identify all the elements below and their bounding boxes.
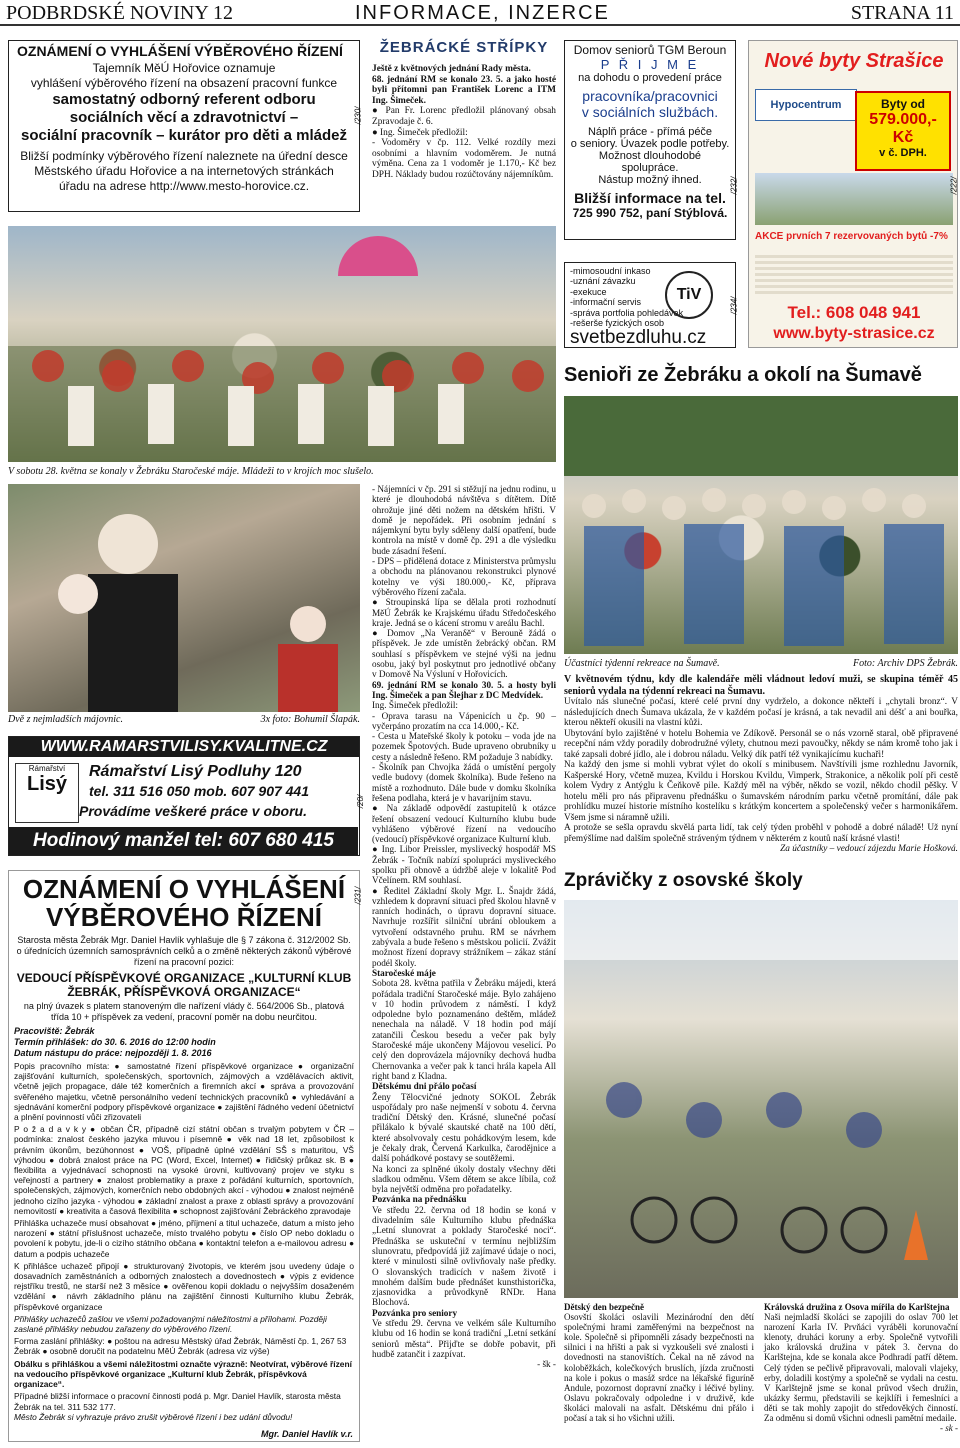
zebrak-job-ad: OZNÁMENÍ O VYHLÁŠENÍ VÝBĚROVÉHO ŘÍZENÍ Starosta města Žebrák Mgr. Daniel Havlík vyhlašuje dle § 7 zákona č. 312/2002 Sb. o úřednících územních samosprávních celků a o změně některých zákonů výběrové řízení na pracovní pozici: VEDOUCÍ PŘÍSPĚVKOVÉ ORGANIZACE „KULTURNÍ KLUB ŽEBRÁK, PŘÍSPĚVKOVÁ ORGANIZACE“ na plný úvazek s platem stanoveným dle nařízení vlády č. 564/2006 Sb., platová třída 10 + příspěvek za vedení, pracovní poměr na dobu neurčitou. Pracoviště: Žebrák Termín přihlášek: do 30. 6. 2016 do 12:00 hodin Datum nástupu do práce: nejpozději 1. 8. 2016 Popis pracovního místa: ● samostatné řízení příspěvkové organizace ● organizační zajišťování kulturních, společenských, sportovních, zájmových a vzdělávacích aktivit, včetně jejich propagace, dále též komerčních a firemních akcí ● správa a provozování svěřeného majetku, včetně personálního vedení technických pracovníků ● vyhledávání a sjednávání komerční podpory příspěvkové organizace ● zajištění řádného vedení účetnictví a plnění povinností vůči zřizovateli P o ž a d a v k y ● občan ČR, případně cizí státní občan s trvalým pobytem v ČR – podmínka: znalost českého jazyka mluvou i písemně ● věk nad 18 let, způsobilost k právním úkonům, bezúhonnost ● VOŠ, případně úplné vzdělání SŠ s maturitou, VŠ výhodou ● dobrá znalost práce na PC (Word, Excel, Internet) ● řidičský průkaz sk. B ● flexibilita a vyjednávací schopnosti na vysoké úrovni, kultivovaný projev ve styku s veřejností a partnery ● znalost problematiky a praxe z pořádání kulturních, sportovních, společenských, zájmových, komerčních nebo obdobných akcí - výhodou ● znalost nejméně jednoho cizího jazyka - výhodou ● základní znalost a praxe z oblasti správy a provozování nemovitostí ● kreativita a časová flexibilita ● schopnost zajišťování Žebráckého zpravodaje Přihláška uchazeče musí obsahovat ● jméno, příjmení a titul uchazeče, datum a místo jeho narození ● státní příslušnost uchazeče, místo trvalého pobytu ● číslo OP nebo dokladu o povolení k pobytu, jde-li o cizího státního občana ● kontaktní telefon a e-mailovou adresu ● datum a podpis uchazeče K přihlášce uchazeč připojí ● strukturovaný životopis, ve kterém jsou uvedeny údaje o dosavadních zaměstnáních a odborných znalostech a dovednostech ● výpis z evidence rejstříku trestů, ne starší než 3 měsíce ● ověřenou kopii dokladu o nejvyšším dosaženém vzdělání ● návrh základního plánu na zajištění činnosti Kulturního klubu Žebrák, příspěvkové organizace Přihlášky uchazečů zašlou ve všemi požadovanými náležitostmi a přílohami. Později zaslané přihlášky nebudou zařazeny do výběrového řízení. Forma zaslání přihlášky: ● poštou na adresu Městský úřad Žebrák, Náměstí čp. 1, 267 53 Žebrák ● osobně doručit na podatelnu MěÚ Žebrák (adresa viz výše) Obálku s přihláškou a všemi náležitostmi označte výrazně: Neotvírat, výběrové řízení na vedoucího příspěvkové organizace „Kulturní klub Žebrák, příspěvková organizace“. Případné bližší informace o pracovní činnosti podá p. Mgr. Daniel Havlík, starosta města Žebrák na tel. 311 532 177. Město Žebrák si vyhrazuje právo zrušit výběrové řízení i bez udání důvodu! Mgr. Daniel Havlík v.r. /231/	[8, 870, 360, 1442]
osov-figures	[564, 900, 958, 1298]
majovnice-figures	[8, 484, 360, 712]
seniors-group-photo	[564, 396, 958, 654]
group-silhouettes	[8, 226, 556, 462]
photo-credit: 3x foto: Bohumil Šlapák.	[260, 714, 360, 725]
seniors-photo-credit: Foto: Archiv DPS Žebrák.	[853, 658, 958, 669]
maje-caption: V sobotu 28. května se konaly v Žebráku Staročeské máje. Mládeži to v krojích moc slušelo.	[8, 466, 374, 477]
strasice-phone: Tel.: 608 048 941	[787, 303, 921, 322]
seniors-silhouettes	[564, 396, 958, 654]
house-photo	[755, 173, 953, 225]
tgm-beroun-ad: Domov seniorů TGM Beroun P Ř I J M E na dohodu o provedení práce pracovníka/pracovnici v sociálních službách. Náplň práce - přímá péče o seniory. Úvazek podle potřeby. Možnost dlouhodobé spolupráce. Nástup možný ihned. Bližší informace na tel. 725 990 752, paní Stýblová. /232/	[564, 40, 736, 240]
strepy-column	[372, 40, 556, 218]
tiv-services: -mimosoudní inkaso -uznání závazku -exekuce -informační servis -správa portfolia pohledávek -rešerše fyzických osob	[570, 266, 684, 329]
page-number: STRANA 11	[850, 2, 954, 24]
strasice-flats-ad: Nové byty Strašice Hypocentrum Byty od 579.000,- Kč v č. DPH. AKCE prvních 7 rezervovaných bytů -7% Tel.: 608 048 941 www.byty-strasice.cz /222/	[748, 40, 958, 348]
akce-text: AKCE prvních 7 rezervovaných bytů -7%	[755, 231, 948, 242]
osov-bikes-photo	[564, 900, 958, 1298]
newspaper-name: PODBRDSKÉ NOVINY 12	[6, 2, 234, 24]
heading-prednaska: Pozvánka na přednášku	[372, 1194, 467, 1205]
ad-code: /230/	[353, 106, 363, 125]
horovice-ad-title: OZNÁMENÍ O VYHLÁŠENÍ VÝBĚROVÉHO ŘÍZENÍ	[17, 43, 343, 59]
seniors-caption: Účastníci týdenní rekreace na Šumavě.	[564, 658, 720, 669]
horovice-ad-body: Tajemník MěÚ Hořovice oznamuje vyhlášení výběrového řízení na obsazení pracovní funkce samostatný odborný referent odboru sociálních věcí a zdravotnictví – sociální pracovník – kurátor pro děti a mládež Bližší podmínky výběrového řízení naleznete na úřední desce Městského úřadu Hořovice a na internetových stránkách úřadu na adrese http://www.mesto-horovice.cz.	[20, 61, 348, 193]
seniors-title: Senioři ze Žebráku a okolí na Šumavě	[564, 364, 922, 386]
zebrak-position: VEDOUCÍ PŘÍSPĚVKOVÉ ORGANIZACE „KULTURNÍ KLUB ŽEBRÁK, PŘÍSPĚVKOVÁ ORGANIZACE“	[16, 971, 352, 999]
staroceske-maje-photo	[8, 226, 556, 462]
hodinovy-manzel: Hodinový manžel tel: 607 680 415	[9, 827, 358, 855]
strasice-web: www.byty-strasice.cz	[773, 325, 935, 342]
page-header	[0, 0, 960, 26]
heading-maje: Staročeské máje	[372, 967, 436, 978]
ramarstvi-lisy-ad: WWW.RAMARSTVILISY.KVALITNE.CZ Rámařství Lisý Rámařství Lisý Podluhy 120 tel. 311 516 050 mob. 607 907 441 Provádíme veškeré práce v oboru. Hodinový manžel tel: 607 680 415 /20/	[8, 736, 360, 856]
price-badge: Byty od 579.000,- Kč v č. DPH.	[855, 91, 951, 171]
zebrak-ad-title: OZNÁMENÍ O VYHLÁŠENÍ VÝBĚROVÉHO ŘÍZENÍ	[22, 874, 346, 932]
majovnice-caption: Dvě z nejmladších májovnic.	[8, 714, 123, 725]
heading-seniori: Pozvánka pro seniory	[372, 1307, 458, 1318]
hypocentrum-logo: Hypocentrum	[755, 89, 857, 121]
rada-mesta-article: - Nájemníci v čp. 291 si stěžují na jednu rodinu, u které je dlouhodobá návštěva s dítětem. Dítě ohrožuje jiné děti nožem na dětském hřišti. V domě je nepořádek. Při osobním jednání s nájemkyní bytu byly sděleny další opatření, bude kontrola na místě v domě čp. 291 a dle výsledku bude zásadní řešení. - DPS – přidělená dotace z Ministerstva průmyslu a obchodu na plánovanou rekonstrukci plynové kotelny ve výši 180.000,- Kč, přípravа výběrového řízení začala. ● Stroupinská lípa se dělala proti rozhodnutí MěÚ Žebrák ke Krajskému úřadu Středočeského kraje. Jedná se o kácení stromu v areálu Bachl. ● Domov „Na Veranδě“ v Berouně žádá o příspěvek. Je zde umístěn žebrácký občan. RM souhlasí s příspěvkem ve stejné výši na jednu osobu, jaký byl poskytnut pro jednotlivé občany v Domově Na Výsluní v Hořovicích. 69. jednání RM se konalo 30. 5. a hosty byli Ing. Šimeček a pan Šlejhar z DC Medvídek. Ing. Šimeček předložil: - Oprava tarasu na Vápenicích u čp. 90 – vyčerpáno prozatím na cca 14.000,- Kč. - Cesta u Mateřské školy k potoku – voda jde na pozemek Špotových. Bude upraveno obrubníky u cesty a následně řešeno. RM požaduje 3 nabídky. - Školník pan Chvojka žádá o umístění pergoly vedle budovy (domek školníka). Bude řešeno na místě a rozhodnuto. Dále bude v domku školníka řešena podlaha, která je v havarijním stavu. ● Na základě odpovědí zastupitelů k otázce řešení obsazení vedoucí Kulturního klubu bude vyhlášeno výběrové řízení na vedoucího (vedoucí) příspěvkové organizace Kulturní klub. ● Ing. Libor Preissler, myslivecký hospodář MS Žebrák - Točník nabízí spolupráci mysliveckého spolku při obnově a údržbě aleje v lokalitě Pod Včelínem. RM souhlasí. ● Ředitel Základní školy Mgr. L. Šnajdr žádá, vzhledem k dopravní situaci před školou hlavně v ranních hodinách, o úpravu dopravní situace. Navrhuje rozšířit silniční ubrání obloukem a vytvoření odstavného pruhu. RM se návrhem zabývala a bude řešeno s městskou policií. Zvážit možnost řízení dopravy strážníkem – zákaz stání podél školy. Staročeské máje Sobota 28. května patřila v Žebráku májedi, která pořádala tradiční Staročeské máje. Bylo zahájeno v 10 hodin průvodem z náměstí. I když odpoledne bylo poznamenáno deštěm, mládež nenechala na náladě. V 18 hodin pod májí zatančili Českou besedu a večer pak byly Staročeské máje ukončeny Májovou veselicí. Po celý den doprovázela májovníky dechová hudba Chernovanka a večer pak k tanci hrála kapela All right band z Kladna. Dětskému dni přálo počasí Ženy Tělocvičné jednoty SOKOL Žebrák uspořádaly pro naše nejmenší v sobotu 4. června tradiční Dětský den. Krásné, slunečné počasí přilákalo k bývalé skautské chatě na 100 dětí, které absolvovaly cestu pohádkovým lesem, kde je čekaly drak, Červená Karkulka, čarodějnice a další pohádkové postavy se soutěžemi. Na konci za splněné úkoly dostaly všechny děti sladkou odměnu. Všem dětem se akce líbila, což byla největší odměna pro pořadatelky. Pozvánka na přednášku Ve středu 22. června od 18 hodin se koná v divadelním sále Kulturního klubu přednáška „Letní slunovrat a poklady Staročeské noci“. Přednáška se uskuteční v termínu nejbližším slunovratu, předpovídá již zajímavé údaje o noci, které v minulosti silně ovlivňovaly naše předky. O slovanských tradicích v našem životě i mnohém dalším bude přednášet kunsthistorička, zjasnovidka a průvodkyně RNDr. Hana Blochová. Pozvánka pro seniory Ve středu 29. června ve velkém sále Kulturního klubu od 16 hodin se koná tradiční „Letní setkání seniorů města“. Přijďte se dobře pobavit, při hudbě zatančit i zazpívat. - šk -	[372, 484, 556, 1444]
seniors-article: V květnovém týdnu, kdy dle kalendáře měli vládnout ledoví muži, se skupina téměř 45 seniorů vydala na týdenní rekreaci na Šumavu. Uvítalo nás slunečné počasí, které celé první dny vydrželo, a dokonce někteří i „chytali bronz“. V následujících dnech Šumava ukázala, že v každém počasí je krásná, a tak nevadil ani déšť a ani bouřka, kterou někteří okusili na vlastní kůži. Ubytování bylo zajištěné v hotelu Bohemia ve Zdíkově. Personál se o nás vzorně staral, obě připravené recepční nám vždy poradily dobrodružné výlety, chutnou mezi pavoučky, někdy se nám kromě toho jak i také zapsali dobré jídlo, ale i dobrou náladu. Velký dík patří též vynikajícímu kuchaři! Na každý den jsme si mohli vybrat výlet do okolí s minibusem. Navštívili jsme rozhlednu Javorník, Kašperské Hory, včetně muzea, Kvildu i Horskou Kvildu, Vimperk, Strakonice, a několik polí při cestě kolem Vydry z Antýglu k Čeňkově pile. Každý měl na výběr, někdo se vozil, někdo chodil pěšky. V hotelu měli pro nás připravenu přednášku o šumavském národním parku včetně promítání, dále pak prohlídku muzeí historie místního kostelíku s krátkým koncertem a společenský večer s harmonikářem. Všem jsme si náramně užili. A protože se sešla opravdu skvělá parta lidí, tak celý týden proběhl v pohodě a dobré náladě! Už nyní přemýšlíme nad dalším společně stráveným týdnem v některém z koutů naší krásné vlasti! Za účastníky – vedoucí zájezdu Marie Hošková.	[564, 674, 958, 854]
section-title: INFORMACE, INZERCE	[355, 2, 610, 24]
majovnice-photo	[8, 484, 360, 712]
heading-detsky-den: Dětskému dni přálo počasí	[372, 1081, 477, 1092]
flat-details	[755, 255, 953, 295]
tiv-debt-ad: -mimosoudní inkaso -uznání závazku -exekuce -informační servis -správa portfolia pohledávek -rešerše fyzických osob TiV svetbezdluhu.cz /234/	[564, 262, 736, 348]
strasice-title: Nové byty Strašice	[764, 50, 944, 72]
lisy-logo: Rámařství Lisý	[15, 763, 79, 823]
tiv-logo: TiV	[665, 271, 713, 319]
horovice-job-ad	[8, 40, 363, 212]
strepy-body: Ještě z květnových jednání Rady města. 68. jednání RM se konalo 23. 5. a jako hosté byli přítomni pan František Lorenc a ITM Ing. Šimeček. ● Pan Fr. Lorenc předložil plánovaný obsah Zpravodaje č. 6. ● Ing. Šimeček předložil: - Vodoměry v čp. 112. Velké rozdíly mezi osobními a hlavním vodoměrem. Je nutná výměna. Cena za 1 vodoměr je 1.170,- Kč bez DPH. Náklady budou rozúčtovány nájemníkům.	[372, 64, 556, 181]
osov-article-right: Královská družina z Osova mířila do Karlštejna Naši nejmladší školáci se zapojili do oslav 700 let narození Karla IV. Prvňáci vyráběli korunovační klenoty, druháci koruny a erby. Společně vytvořili jako královská družina v pátek 3. června do Karlštejna, kde se konala akce Podhradí patří dětem. Celý týden se pečlivě připravovali, malovali vlajeky, erby, doladili kostýmy a společně se vydali na cestu. V Karlštejně jsme se konal průvod všech družin, ukázky šermu, představili se kejklíři i řemeslníci a děti se tak mohly zapojit do středověkých činností. Za odměnu si domů všichni odnesli pamětní medaile. - sk -	[764, 1302, 958, 1434]
osov-article-left: Dětský den bezpečně Osovští školáci oslavili Mezinárodní den dětí společnými hrami zaměřenými na bezpečnost na kole. Společně si připomněli zásady bezpečnosti na silnici i na hřišti a pak si vyzkoušeli své znalosti i dovednosti na stanovištích. Čekal na ně závod na koloběžkách, kolečkových bruslích, jízda zručnosti na kole i pokus o masáž srdce na lékařské figuríně Andule, pozornost dopravní značky i léčivé byliny. Oslavu pokračovaly odpoledne i v druživě, kde školáci malovali na asfalt. Dětskému dni přálo i počasí a tak si ho všichni užili.	[564, 1302, 754, 1424]
lisy-url: WWW.RAMARSTVILISY.KVALITNE.CZ	[9, 737, 359, 757]
tiv-web: svetbezdluhu.cz	[570, 327, 707, 348]
strepy-title: ŽEBRÁCKÉ STŘÍPKY	[379, 39, 549, 56]
osov-title: Zprávičky z osovské školy	[564, 870, 803, 891]
